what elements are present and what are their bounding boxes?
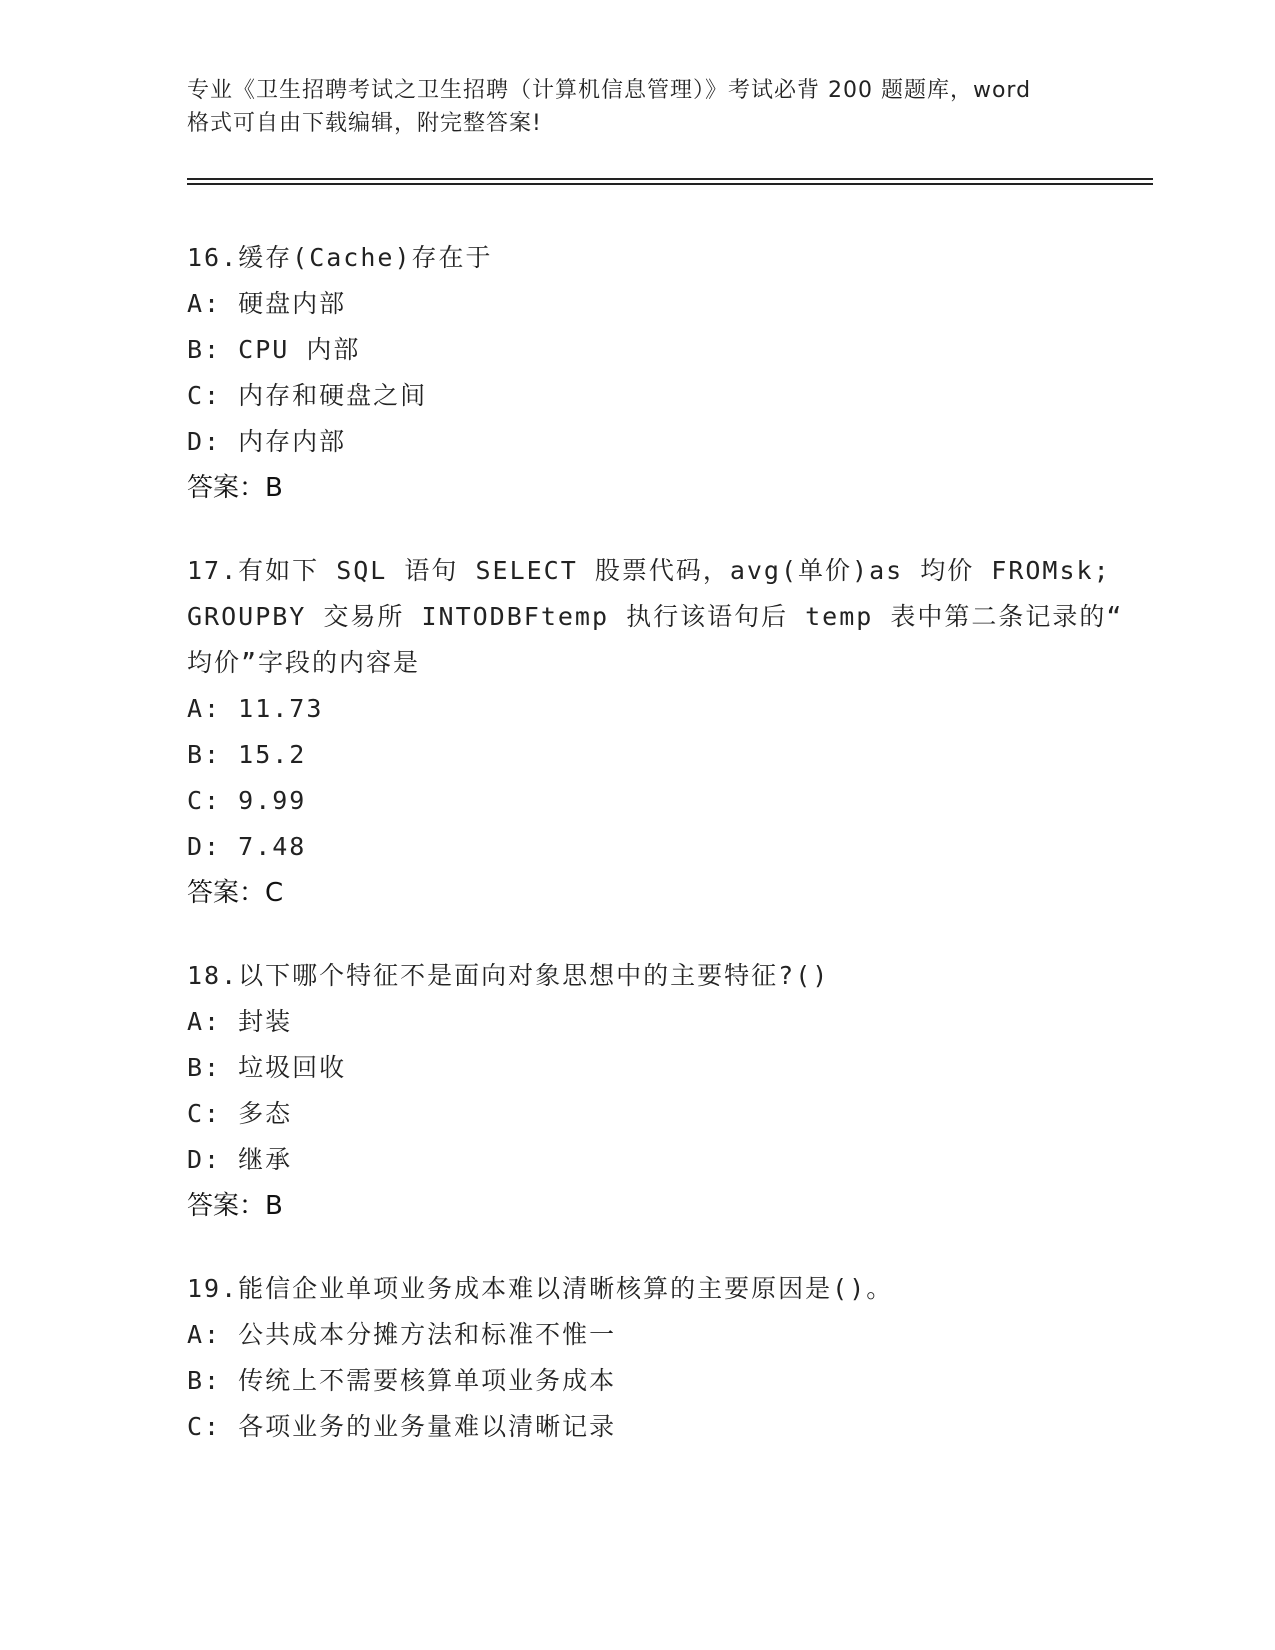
option-c: C: 多态 [187,1099,293,1128]
option-d: D: 内存内部 [187,427,347,456]
header-line-1: 专业《卫生招聘考试之卫生招聘（计算机信息管理）》考试必背 200 题题库，word [187,78,1032,103]
option-b: B: 垃圾回收 [187,1053,347,1082]
answer: 答案：C [187,878,284,908]
option-b: B: 传统上不需要核算单项业务成本 [187,1366,617,1395]
question-stem-continued: 均价”字段的内容是 [187,648,421,677]
question-stem: 18.以下哪个特征不是面向对象思想中的主要特征?() [187,961,830,990]
option-a: A: 硬盘内部 [187,289,347,318]
option-c: C: 各项业务的业务量难以清晰记录 [187,1412,617,1441]
option-b: B: 15.2 [187,740,307,769]
option-b: B: CPU 内部 [187,335,361,364]
header-rule-bottom [187,183,1153,185]
option-a: A: 11.73 [187,694,324,723]
question-19 [187,1266,1087,1450]
header-line-2: 格式可自由下载编辑，附完整答案! [187,111,542,136]
answer: 答案：B [187,473,283,503]
option-c: C: 9.99 [187,786,307,815]
question-stem-continued: GROUPBY 交易所 INTODBFtemp 执行该语句后 temp 表中第二条记录的“ [187,602,1124,631]
option-d: D: 继承 [187,1145,293,1174]
option-c: C: 内存和硬盘之间 [187,381,428,410]
option-d: D: 7.48 [187,832,307,861]
question-stem: 19.能信企业单项业务成本难以清晰核算的主要原因是()。 [187,1274,894,1303]
question-16 [187,235,1087,511]
question-17 [187,548,1124,916]
option-a: A: 封装 [187,1007,293,1036]
option-a: A: 公共成本分摊方法和标准不惟一 [187,1320,617,1349]
question-stem: 16.缓存(Cache)存在于 [187,243,493,272]
header-rule-top [187,178,1153,180]
document-header [187,74,1087,140]
answer: 答案：B [187,1191,283,1221]
question-18 [187,953,1087,1229]
question-stem: 17.有如下 SQL 语句 SELECT 股票代码，avg(单价)as 均价 FROMsk; [187,556,1111,585]
question-list [187,235,1124,1487]
